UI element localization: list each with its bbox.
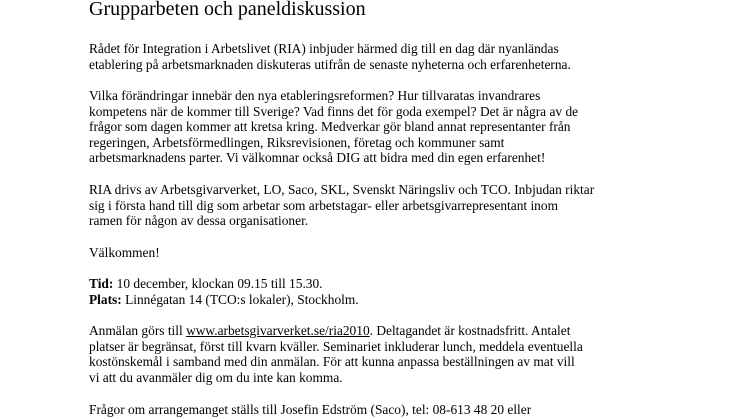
- registration-text-after: . Deltagandet är kostnadsfritt. Antalet: [369, 323, 571, 338]
- place-line: [89, 292, 359, 308]
- registration-line: vi att du avanmäler dig om du inte kan komma.: [89, 369, 343, 385]
- questions-paragraph: [89, 88, 578, 166]
- welcome-line: Välkommen!: [89, 245, 160, 260]
- organizers-line: sig i första hand till dig som arbetar som arbetstagar- eller arbetsgivarrepresentant inom: [89, 197, 558, 213]
- time-line: [89, 276, 359, 292]
- questions-line: arbetsmarknadens parter. Vi välkomnar också DIG att bidra med din egen erfarenhet!: [89, 150, 546, 166]
- organizers-paragraph: [89, 182, 594, 229]
- document-title: Grupparbeten och paneldiskussion: [89, 0, 366, 20]
- event-details: [89, 276, 359, 307]
- questions-line: Vilka förändringar innebär den nya etableringsreformen? Hur tillvaratas invandrares: [89, 88, 541, 103]
- registration-paragraph: [89, 323, 583, 385]
- place-value: Linnégatan 14 (TCO:s lokaler), Stockholm.: [121, 291, 359, 307]
- time-value: 10 december, klockan 09.15 till 15.30.: [113, 276, 323, 291]
- questions-line: kompetens när de kommer till Sverige? Vad finns det för goda exempel? Det är några av de: [89, 103, 579, 119]
- organizers-line: ramen för någon av dessa organisationer.: [89, 213, 309, 229]
- registration-line: kostönskemål i samband med din anmälan. För att kunna anpassa beställningen av mat vill: [89, 354, 575, 370]
- registration-line: platser är begränsat, först till kvarn kväller. Seminariet inkluderar lunch, meddela eventuella: [89, 338, 583, 354]
- time-label: Tid:: [89, 276, 114, 291]
- questions-line: frågor som dagen kommer att kretsa kring. Medverkar gör bland annat representanter från: [89, 119, 571, 135]
- intro-line: Rådet för Integration i Arbetslivet (RIA) inbjuder härmed dig till en dag där nyanländas: [89, 41, 559, 56]
- contact-line: Frågor om arrangemanget ställs till Josefin Edström (Saco), tel: 08-613 48 20 eller: [89, 402, 532, 417]
- contact-paragraph: [89, 402, 531, 418]
- registration-line: [89, 323, 583, 339]
- welcome-text: [89, 245, 160, 261]
- place-label: Plats:: [89, 291, 122, 307]
- registration-link[interactable]: www.arbetsgivarverket.se/ria2010: [186, 323, 370, 338]
- questions-line: regeringen, Arbetsförmedlingen, Riksrevisionen, företag och kommuner samt: [89, 134, 505, 150]
- organizers-line: RIA drivs av Arbetsgivarverket, LO, Saco, SKL, Svenskt Näringsliv och TCO. Inbjudan riktar: [89, 182, 595, 197]
- registration-text-before: Anmälan görs till: [89, 323, 187, 338]
- intro-line: etablering på arbetsmarknaden diskuteras utifrån de senaste nyheterna och erfarenheterna.: [89, 56, 571, 72]
- intro-paragraph: [89, 41, 571, 72]
